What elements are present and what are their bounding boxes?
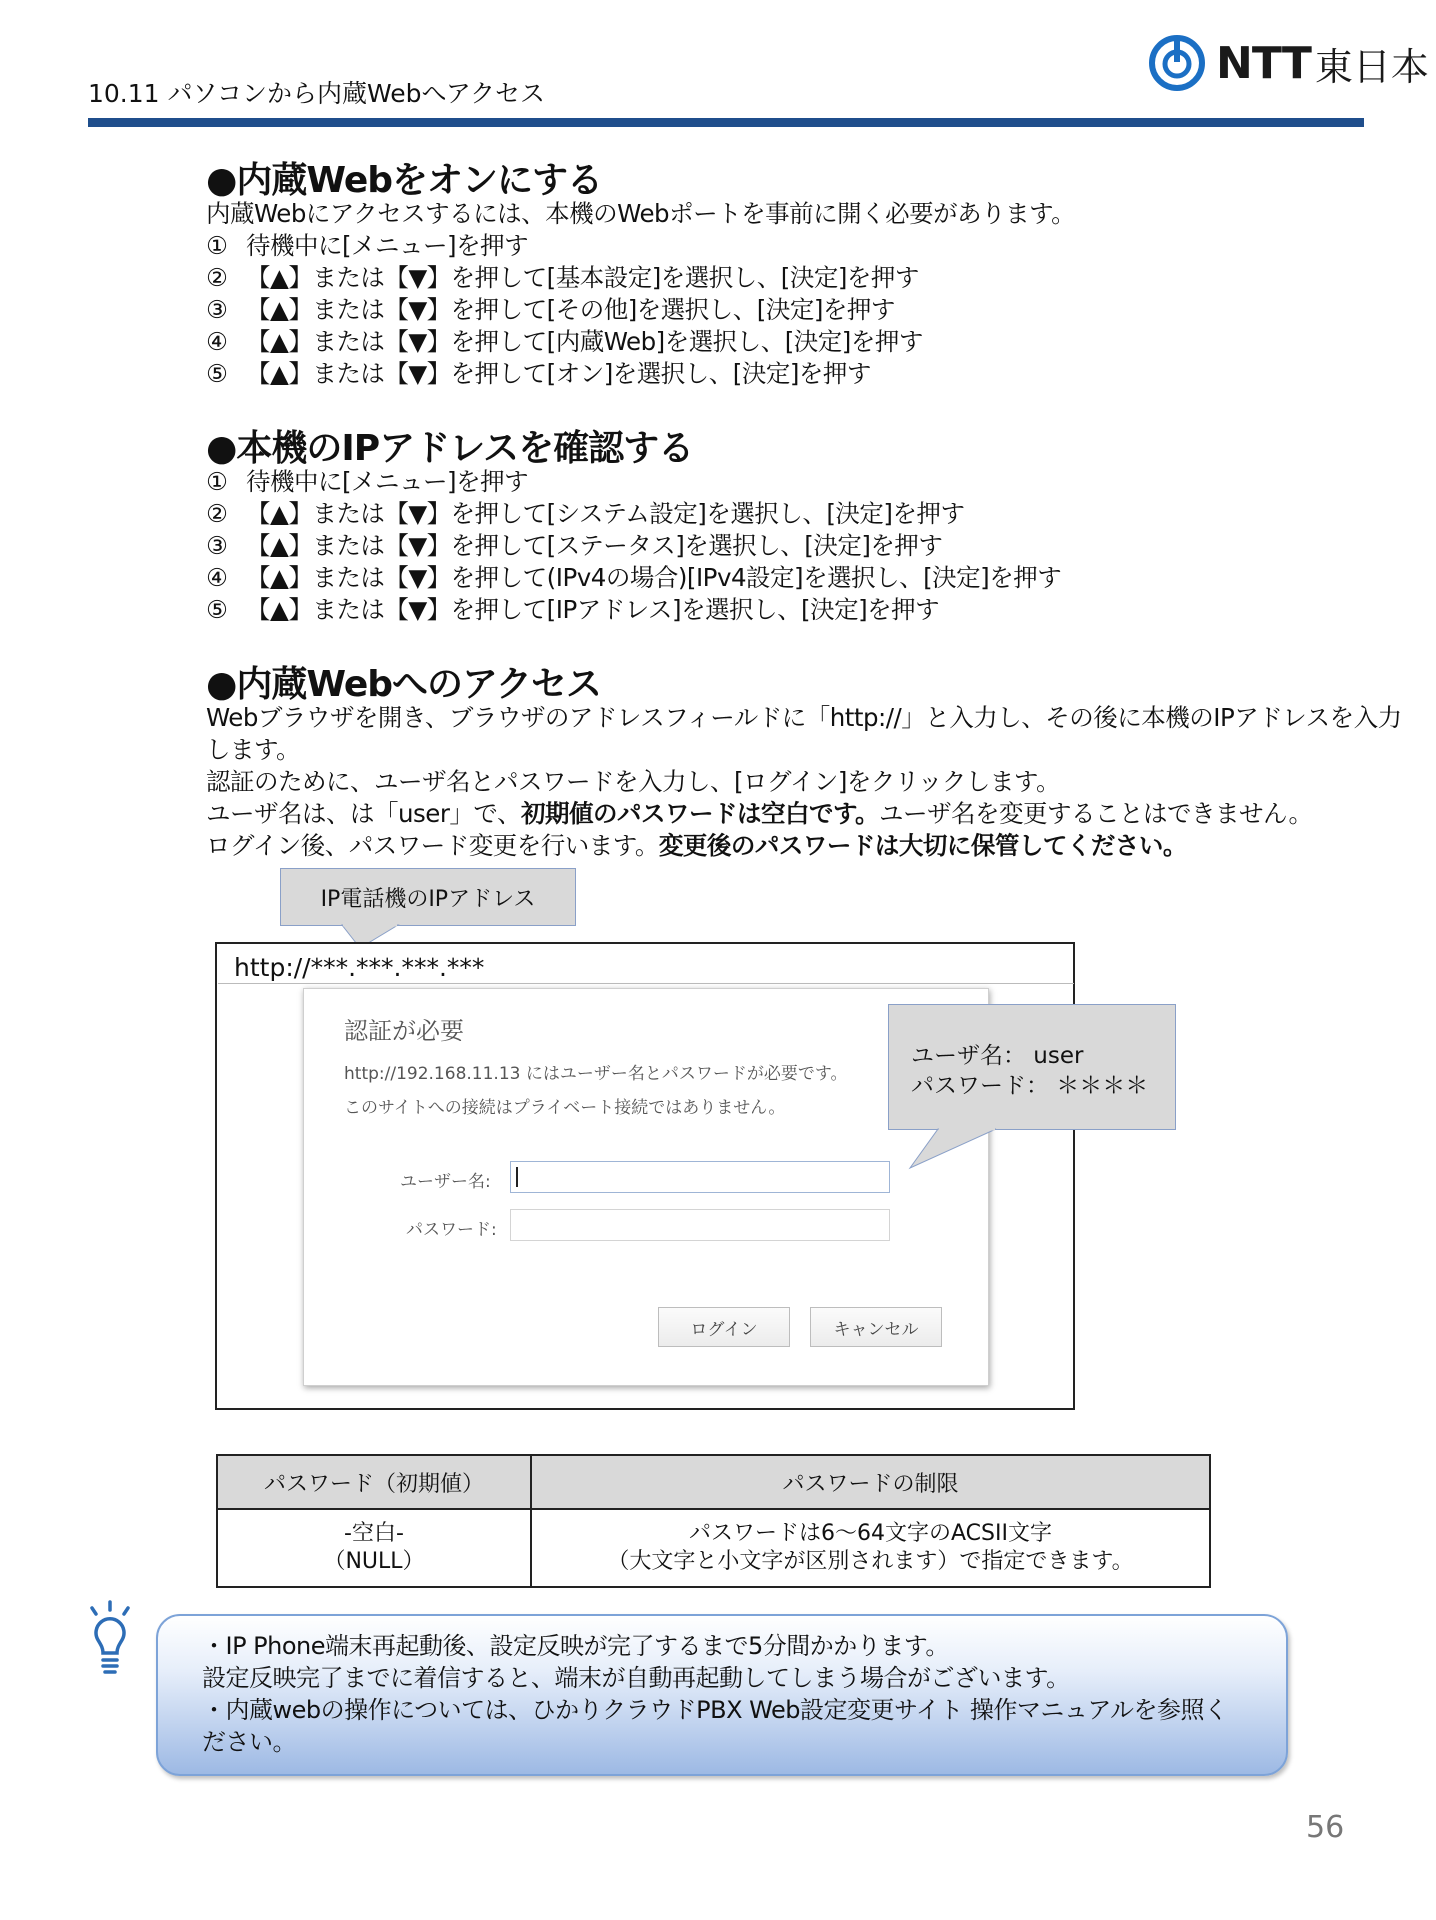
logo-ntt-text: NTT (1216, 37, 1311, 89)
note-line: 設定反映完了までに着信すると、端末が自動再起動してしまう場合がございます。 (202, 1664, 1070, 1692)
password-label: パスワード: (406, 1220, 497, 1240)
callout-credentials (888, 1004, 1176, 1130)
callout-password: パスワード： ＊＊＊＊ (911, 1073, 1149, 1099)
section3-para1: Webブラウザを開き、ブラウザのアドレスフィールドに「http://」と入力し、その後に本機のIPアドレスを入力 (206, 703, 1402, 732)
note-line: ださい。 (202, 1728, 296, 1756)
section2-title: ●本機のIPアドレスを確認する (206, 428, 694, 469)
dialog-message: http://192.168.11.13 にはユーザー名とパスワードが必要です。 (344, 1064, 848, 1084)
username-input[interactable] (510, 1161, 890, 1193)
section3-para1-cont: します。 (206, 735, 301, 764)
page-header-title: 10.11 パソコンから内蔵Webへアクセス (88, 79, 546, 108)
section1-title: ●内蔵Webをオンにする (206, 160, 603, 201)
callout-credentials-pointer (908, 1128, 998, 1170)
text-caret (516, 1167, 518, 1187)
table-header: パスワード（初期値） (217, 1455, 531, 1509)
dialog-title: 認証が必要 (344, 1017, 464, 1045)
logo-east-text: 東日本 (1314, 44, 1429, 89)
section3-para3: ユーザ名は、は「user」で、初期値のパスワードは空白です。ユーザ名を変更することはできません。 (206, 799, 1313, 828)
password-table (216, 1454, 1211, 1588)
section3-title: ●内蔵Webへのアクセス (206, 664, 601, 705)
section1-intro: 内蔵Webにアクセスするには、本機のWebポートを事前に開く必要があります。 (206, 199, 1076, 228)
callout-ip-address: IP電話機のIPアドレス (280, 868, 576, 926)
page-number: 56 (1306, 1810, 1345, 1845)
step-item: ② 【▲】または【▼】を押して[システム設定]を選択し、[決定]を押す (206, 499, 965, 528)
step-item: ① 待機中に[メニュー]を押す (206, 231, 529, 260)
password-input[interactable] (510, 1209, 890, 1241)
section2-steps (206, 466, 1061, 626)
section3-para4: ログイン後、パスワード変更を行います。変更後のパスワードは大切に保管してください。 (206, 831, 1187, 860)
step-item: ⑤ 【▲】または【▼】を押して[IPアドレス]を選択し、[決定]を押す (206, 595, 940, 624)
section3-para2: 認証のために、ユーザ名とパスワードを入力し、[ログイン]をクリックします。 (206, 767, 1060, 796)
note-line: ・内蔵webの操作については、ひかりクラウドPBX Web設定変更サイト 操作マニュアルを参照く (202, 1696, 1228, 1724)
step-item: ③ 【▲】または【▼】を押して[その他]を選択し、[決定]を押す (206, 295, 895, 324)
auth-dialog (303, 988, 989, 1386)
cancel-button[interactable]: キャンセル (810, 1307, 942, 1347)
table-cell-restriction: パスワードは6～64文字のACSII文字 （大文字と小文字が区別されます）で指定できます。 (531, 1509, 1210, 1587)
header-rule (88, 118, 1364, 127)
table-header-row (217, 1455, 1210, 1509)
table-cell-default: -空白- （NULL） (217, 1509, 531, 1587)
step-item: ④ 【▲】または【▼】を押して(IPv4の場合)[IPv4設定]を選択し、[決定]を押す (206, 563, 1062, 592)
callout-username: ユーザ名： user (911, 1043, 1084, 1069)
ntt-logo (1148, 34, 1429, 92)
step-item: ① 待機中に[メニュー]を押す (206, 467, 529, 496)
dialog-warning: このサイトへの接続はプライベート接続ではありません。 (344, 1098, 786, 1118)
username-label: ユーザー名: (400, 1172, 491, 1192)
step-item: ② 【▲】または【▼】を押して[基本設定]を選択し、[決定]を押す (206, 263, 919, 292)
ntt-logo-icon (1148, 34, 1206, 92)
address-bar[interactable]: http://***.***.***.*** (218, 948, 1074, 984)
table-row (217, 1509, 1210, 1587)
note-line: ・IP Phone端末再起動後、設定反映が完了するまで5分間かかります。 (202, 1632, 949, 1660)
step-item: ③ 【▲】または【▼】を押して[ステータス]を選択し、[決定]を押す (206, 531, 943, 560)
lightbulb-icon (82, 1600, 138, 1680)
table-header: パスワードの制限 (531, 1455, 1210, 1509)
section1-steps (206, 230, 923, 390)
step-item: ④ 【▲】または【▼】を押して[内蔵Web]を選択し、[決定]を押す (206, 327, 923, 356)
step-item: ⑤ 【▲】または【▼】を押して[オン]を選択し、[決定]を押す (206, 359, 871, 388)
login-button[interactable]: ログイン (658, 1307, 790, 1347)
note-box (156, 1614, 1288, 1776)
